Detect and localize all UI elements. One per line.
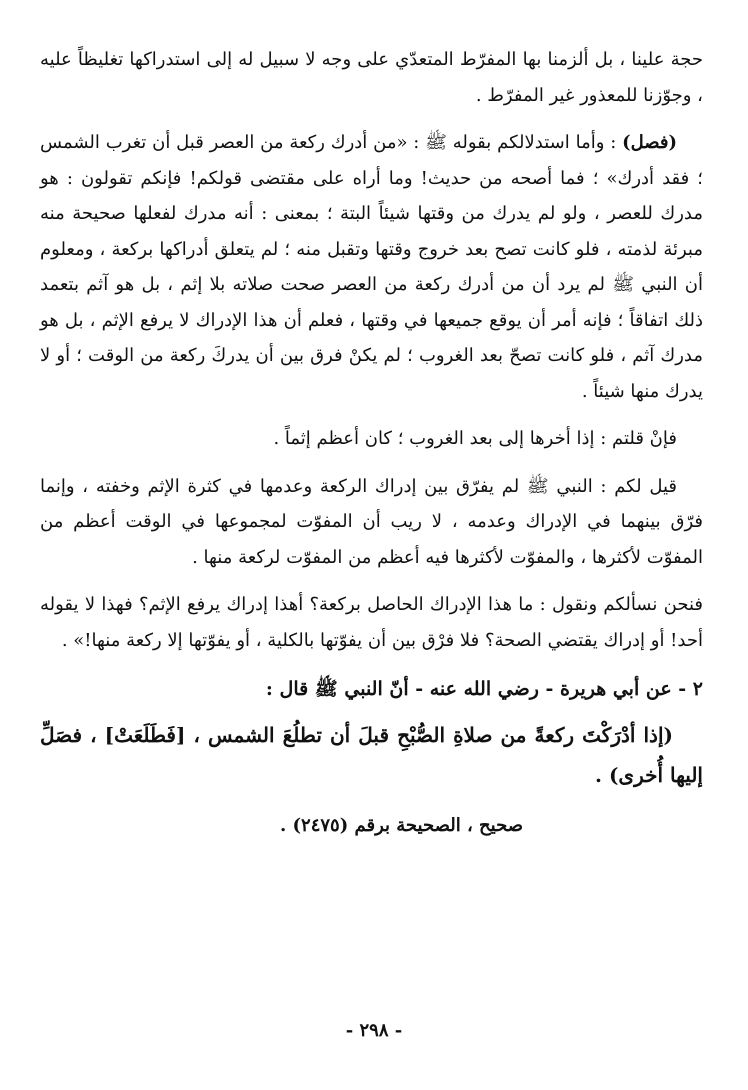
paragraph-objection: فإنْ قلتم : إذا أخرها إلى بعد الغروب ؛ كان أعظم إثماً . — [273, 428, 677, 449]
hadith-grade: صحيح ، الصحيحة برقم (٢٤٧٥) . — [279, 815, 523, 836]
paragraph-question: فنحن نسألكم ونقول : ما هذا الإدراك الحاصل بركعة؟ أهذا إدراك يرفع الإثم؟ فهذا لا يقوله أحد! أو إدراك يقتضي الصحة؟ فلا فرْق بين أن يفوّتها بالكلية ، أو يفوّتها إلا ركعة منها!» . — [40, 594, 703, 651]
paragraph-reply: قيل لكم : النبي ﷺ لم يفرّق بين إدراك الركعة وعدمها في كثرة الإثم وخفته ، وإنما فرّق بينهما في الإدراك وعدمه ، لا ريب أن المفوّت لمجموعها في الوقت أعظم من المفوّت لأكثرها ، والمفوّت لأكثرها فيه أعظم من المفوّت لركعة منها . — [40, 475, 703, 568]
paragraph-fasl — [40, 125, 703, 409]
paragraph-continuation: حجة علينا ، بل ألزمنا بها المفرّط المتعدّي على وجه لا سبيل له إلى استدراكها تغليظاً عليه ، وجوّزنا للمعذور غير المفرّط . — [40, 49, 703, 106]
page-body — [40, 42, 703, 843]
section-label: (فصل) — [622, 132, 677, 153]
page-number: - ٢٩٨ - — [345, 1020, 403, 1041]
hadith-heading: ٢ - عن أبي هريرة - رضي الله عنه - أنّ النبي ﷺ قال : — [265, 678, 703, 700]
paragraph-fasl-text: : وأما استدلالكم بقوله ﷺ : «من أدرك ركعة من العصر قبل أن تغرب الشمس ؛ فقد أدرك» ؛ فما أصحه من حديث! وما أراه على مقتضى قولكم! فإنكم تقولون : هو مدرك للعصر ، ولو لم يدرك من وقتها شيئاً البتة ؛ بمعنى : أنه مدرك لفعلها صحيحة منه مبرئة لذمته ، فلو كانت تصح بعد خروج وقتها وتقبل منه ؛ لم يتعلق أدراكها بركعة ، ومعلوم أن النبي ﷺ لم يرد أن من أدرك ركعة من العصر صحت صلاته بلا إثم ، بل هو آثم بتعمد ذلك اتفاقاً ؛ فإنه أمر أن يوقع جميعها في وقتها ، فعلم أن هذا الإدراك لا يرفع الإثم ، بل هو مدرك آثم ، فلو كانت تصحّ بعد الغروب ؛ لم يكنْ فرق بين أن يدركَ ركعة من الوقت ؛ أو لا يدرك منها شيئاً . — [40, 132, 703, 402]
hadith-text: (إذا أدْرَكْتَ ركعةً من صلاةِ الصُّبْحِ قبلَ أن تطلُعَ الشمس ، [فَطَلَعَتْ] ، فصَلِّ إليها أُخرى) . — [40, 723, 703, 787]
